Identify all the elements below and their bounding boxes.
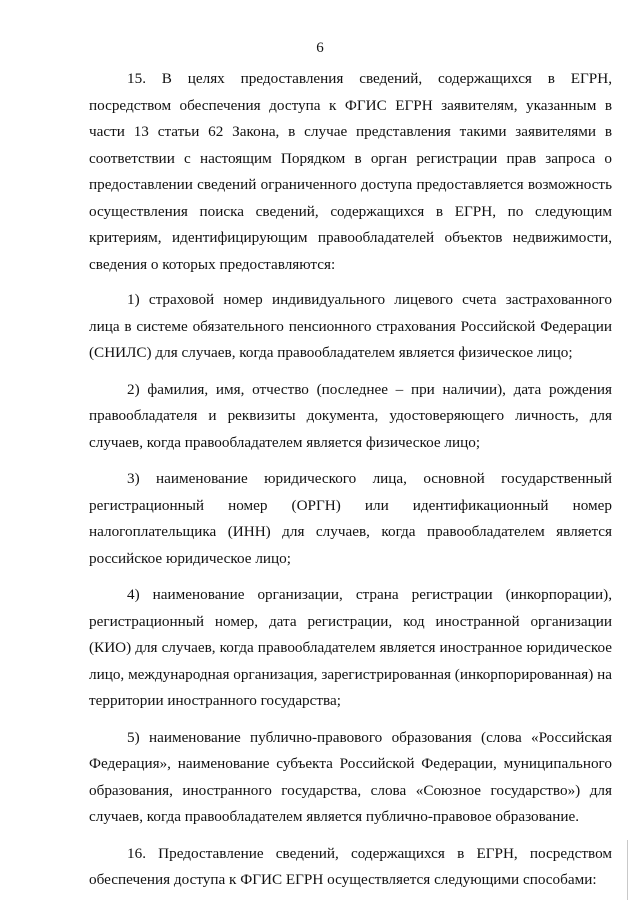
- list-item-2-full-name: 2) фамилия, имя, отчество (последнее – при наличии), дата рождения правообладателя и реквизиты документа, удостоверяющего личность, для случаев, когда правообладателем является физическое лицо;: [89, 380, 612, 451]
- list-item-1-snils: 1) страховой номер индивидуального лицевого счета застрахованного лица в системе обязательного пенсионного страхования Российской Федерации (СНИЛС) для случаев, когда правообладателем является физическое лицо;: [89, 291, 612, 361]
- list-item-3-legal-entity: 3) наименование юридического лица, основной государственный регистрационный номер (ОРГН) или идентификационный номер налогоплательщика (ИНН) для случаев, когда правообладателем является российское юридическое лицо;: [89, 470, 612, 567]
- list-item-5-public-entity: 5) наименование публично-правового образования (слова «Российская Федерация», наименование субъекта Российской Федерации, муниципального образования, иностранного государства, слова «Союзное государство») для случаев, когда правообладателем является публично-правовое образование.: [89, 728, 612, 825]
- list-item-4-foreign-organization: 4) наименование организации, страна регистрации (инкорпорации), регистрационный номер, дата регистрации, код иностранной организации (КИО) для случаев, когда правообладателем является иностранное юридическое лицо, международная организация, зарегистрированная (инкорпорированная) на территории иностранного государства;: [89, 586, 612, 709]
- paragraph-15: 15. В целях предоставления сведений, содержащихся в ЕГРН, посредством обеспечения доступа к ФГИС ЕГРН заявителям, указанным в части 13 статьи 62 Закона, в случае представления такими заявителями в соответствии с настоящим Порядком в орган регистрации прав запроса о предоставлении сведений ограниченного доступа предоставляется возможность осуществления поиска сведений, содержащихся в ЕГРН, по следующим критериям, идентифицирующим правообладателей объектов недвижимости, сведения о которых предоставляются:: [89, 70, 612, 273]
- document-body: [89, 66, 612, 894]
- page-number: 6: [316, 40, 324, 56]
- scan-edge-line: [627, 840, 628, 900]
- paragraph-16: 16. Предоставление сведений, содержащихся в ЕГРН, посредством обеспечения доступа к ФГИС ЕГРН осуществляется следующими способами:: [89, 844, 612, 888]
